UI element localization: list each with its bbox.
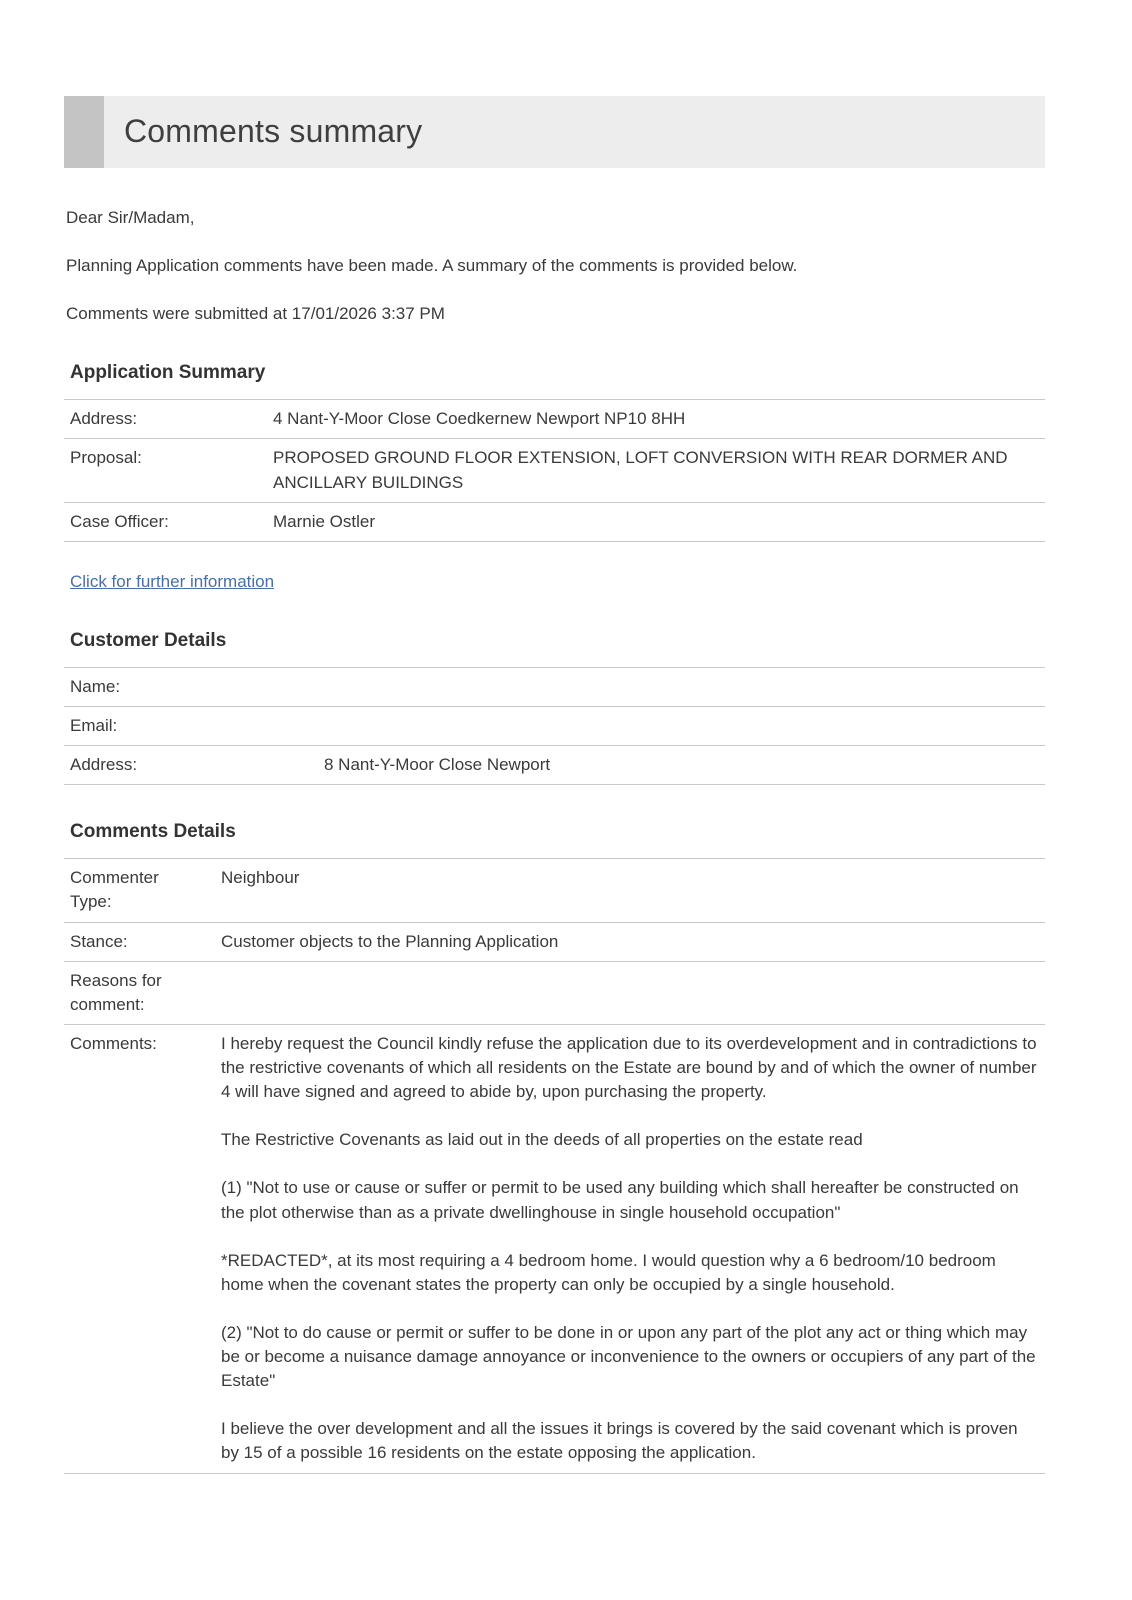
name-label: Name: <box>64 667 318 706</box>
commenter-type-label: Commenter Type: <box>64 859 215 922</box>
table-row-comments <box>64 1024 1045 1473</box>
email-label: Email: <box>64 707 318 746</box>
intro-section <box>64 206 1045 326</box>
table-row-reasons <box>64 961 1045 1024</box>
comments-label: Comments: <box>64 1024 215 1473</box>
greeting-text: Dear Sir/Madam, <box>66 208 195 227</box>
email-value <box>318 707 1045 746</box>
comment-paragraph: The Restrictive Covenants as laid out in the deeds of all properties on the estate read <box>221 1130 863 1150</box>
name-value <box>318 667 1045 706</box>
stance-label: Stance: <box>64 922 215 961</box>
case-officer-label: Case Officer: <box>64 502 267 541</box>
table-row-case-officer <box>64 502 1045 541</box>
case-officer-value: Marnie Ostler <box>267 502 1045 541</box>
customer-address-label: Address: <box>64 746 318 785</box>
table-row-address <box>64 400 1045 439</box>
comment-paragraph: I hereby request the Council kindly refuse the application due to its overdevelopment and in contradictions to the restrictive covenants of which all residents on the Estate are bound by and of which the owner of number 4 will have signed and agreed to abide by, upon purchasing the property. <box>221 1033 1037 1102</box>
comments-details-table <box>64 858 1045 1473</box>
table-row-commenter-type <box>64 859 1045 922</box>
further-information-link[interactable]: Click for further information <box>70 571 275 591</box>
reasons-label: Reasons for comment: <box>64 961 215 1024</box>
comment-paragraph: (2) "Not to do cause or permit or suffer to be done in or upon any part of the plot any act or thing which may be or become a nuisance damage annoyance or inconvenience to the owners or occupiers of any part of the Estate" <box>221 1322 1036 1391</box>
page-title: Comments summary <box>124 113 423 150</box>
table-row-proposal <box>64 439 1045 502</box>
header-accent-block <box>64 96 104 168</box>
page-header <box>64 96 1045 168</box>
table-row-email <box>64 707 1045 746</box>
comment-paragraph: I believe the over development and all the issues it brings is covered by the said covenant which is proven by 15 of a possible 16 residents on the estate opposing the application. <box>221 1419 1018 1463</box>
proposal-value: PROPOSED GROUND FLOOR EXTENSION, LOFT CONVERSION WITH REAR DORMER AND ANCILLARY BUILDINGS <box>267 439 1045 502</box>
customer-details-table <box>64 667 1045 785</box>
proposal-label: Proposal: <box>64 439 267 502</box>
submitted-timestamp-text: Comments were submitted at 17/01/2026 3:37 PM <box>66 304 445 324</box>
summary-line-text: Planning Application comments have been made. A summary of the comments is provided below. <box>66 256 798 276</box>
application-summary-heading: Application Summary <box>70 362 266 384</box>
commenter-type-value: Neighbour <box>215 859 1045 922</box>
address-label: Address: <box>64 400 267 439</box>
table-row-stance <box>64 922 1045 961</box>
comment-paragraph: *REDACTED*, at its most requiring a 4 bedroom home. I would question why a 6 bedroom/10 bedroom home when the covenant states the property can only be occupied by a single household. <box>221 1250 996 1294</box>
table-row-customer-address <box>64 746 1045 785</box>
comments-value <box>215 1024 1045 1473</box>
stance-value: Customer objects to the Planning Application <box>215 922 1045 961</box>
comment-paragraph: (1) "Not to use or cause or suffer or permit to be used any building which shall hereafter be constructed on the plot otherwise than as a private dwellinghouse in single household occupation" <box>221 1178 1019 1222</box>
further-information-row <box>70 570 1045 594</box>
address-value: 4 Nant-Y-Moor Close Coedkernew Newport NP10 8HH <box>267 400 1045 439</box>
customer-address-value: 8 Nant-Y-Moor Close Newport <box>318 746 1045 785</box>
reasons-value <box>215 961 1045 1024</box>
comments-details-heading: Comments Details <box>70 821 236 843</box>
table-row-name <box>64 667 1045 706</box>
customer-details-heading: Customer Details <box>70 629 227 651</box>
application-summary-table <box>64 399 1045 542</box>
